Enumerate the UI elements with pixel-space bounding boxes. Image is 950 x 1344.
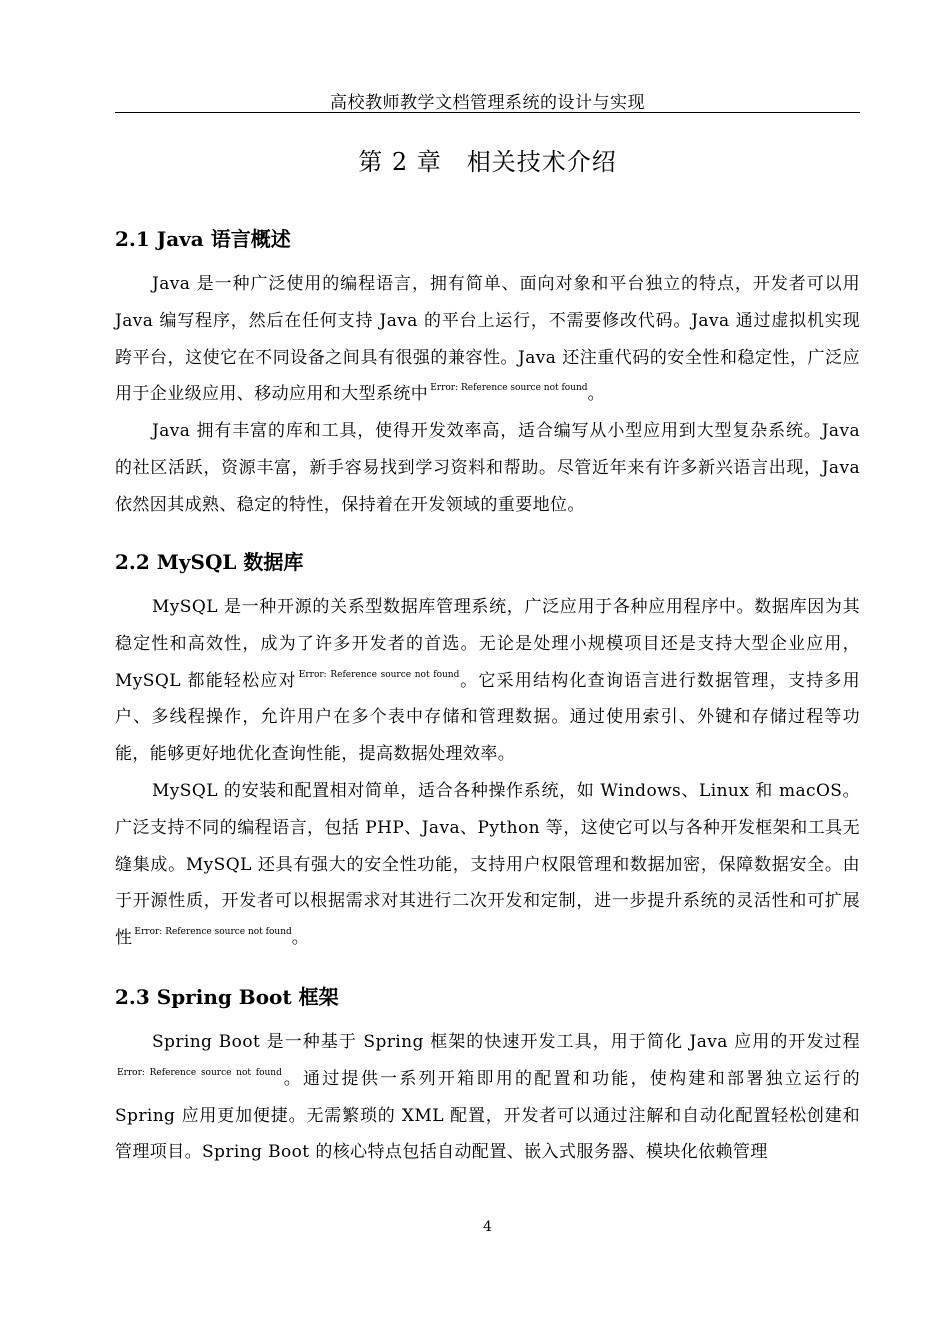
section-2-2 (115, 547, 860, 957)
section-heading: 2.1 Java 语言概述 (115, 227, 291, 251)
section-heading: 2.3 Spring Boot 框架 (115, 985, 339, 1009)
paragraph (115, 413, 860, 523)
reference-error-marker: Error: Reference source not found (117, 1067, 282, 1078)
page-number: 4 (483, 1219, 492, 1235)
paragraph (115, 1024, 860, 1171)
paragraph (115, 589, 860, 773)
section-2-3 (115, 982, 860, 1171)
paragraph-text: Java 是一种广泛使用的编程语言，拥有简单、面向对象和平台独立的特点，开发者可以用 Java 编写程序，然后在任何支持 Java 的平台上运行，不需要修改代码。Java 通过虚拟机实现跨平台，这使它在不同设备之间具有很强的兼容性。Java 还注重代码的安全性和稳定性，广泛应用于企业级应用、移动应用和大型系统中 (115, 274, 860, 405)
paragraph (115, 773, 860, 957)
paragraph-text: Spring Boot 是一种基于 Spring 框架的快速开发工具，用于简化 Java 应用的开发过程 (152, 1032, 860, 1052)
paragraph-text-tail: 。 (291, 928, 310, 949)
paragraph-text: Java 拥有丰富的库和工具，使得开发效率高，适合编写从小型应用到大型复杂系统。Java 的社区活跃，资源丰富，新手容易找到学习资料和帮助。尽管近年来有许多新兴语言出现，Java 依然因其成熟、稳定的特性，保持着在开发领域的重要地位。 (115, 421, 860, 515)
paragraph-text-tail: 。通过提供一系列开箱即用的配置和功能，使构建和部署独立运行的 Spring 应用更加便捷。无需繁琐的 XML 配置，开发者可以通过注解和自动化配置轻松创建和管理项目。Spring Boot 的核心特点包括自动配置、嵌入式服务器、模块化依赖管理 (115, 1068, 861, 1163)
section-2-1 (115, 224, 860, 524)
chapter-title: 第 2 章 相关技术介绍 (358, 148, 617, 176)
section-heading: 2.2 MySQL 数据库 (115, 550, 304, 574)
paragraph-text-tail: 。 (587, 384, 605, 405)
paragraph-text-tail: 。它采用结构化查询语言进行数据管理，支持多用户、多线程操作，允许用户在多个表中存储和管理数据。通过使用索引、外键和存储过程等功能，能够更好地优化查询性能，提高数据处理效率。 (115, 670, 860, 765)
paragraph-text: MySQL 的安装和配置相对简单，适合各种操作系统，如 Windows、Linux 和 macOS。广泛支持不同的编程语言，包括 PHP、Java、Python 等，这使它可以与各种开发框架和工具无缝集成。MySQL 还具有强大的安全性功能，支持用户权限管理和数据加密，保障数据安全。由于开源性质，开发者可以根据需求对其进行二次开发和定制，进一步提升系统的灵活性和可扩展性 (115, 780, 860, 949)
header-rule (115, 112, 860, 113)
running-header: 高校教师教学文档管理系统的设计与实现 (330, 93, 645, 113)
reference-error-marker: Error: Reference source not found (430, 383, 588, 394)
reference-error-marker: Error: Reference source not found (134, 927, 292, 938)
paragraph-text: MySQL 是一种开源的关系型数据库管理系统，广泛应用于各种应用程序中。数据库因为其稳定性和高效性，成为了许多开发者的首选。无论是处理小规模项目还是支持大型企业应用，MySQL 都能轻松应对 (115, 597, 860, 691)
reference-error-marker: Error: Reference source not found (298, 669, 460, 680)
paragraph (115, 266, 860, 413)
